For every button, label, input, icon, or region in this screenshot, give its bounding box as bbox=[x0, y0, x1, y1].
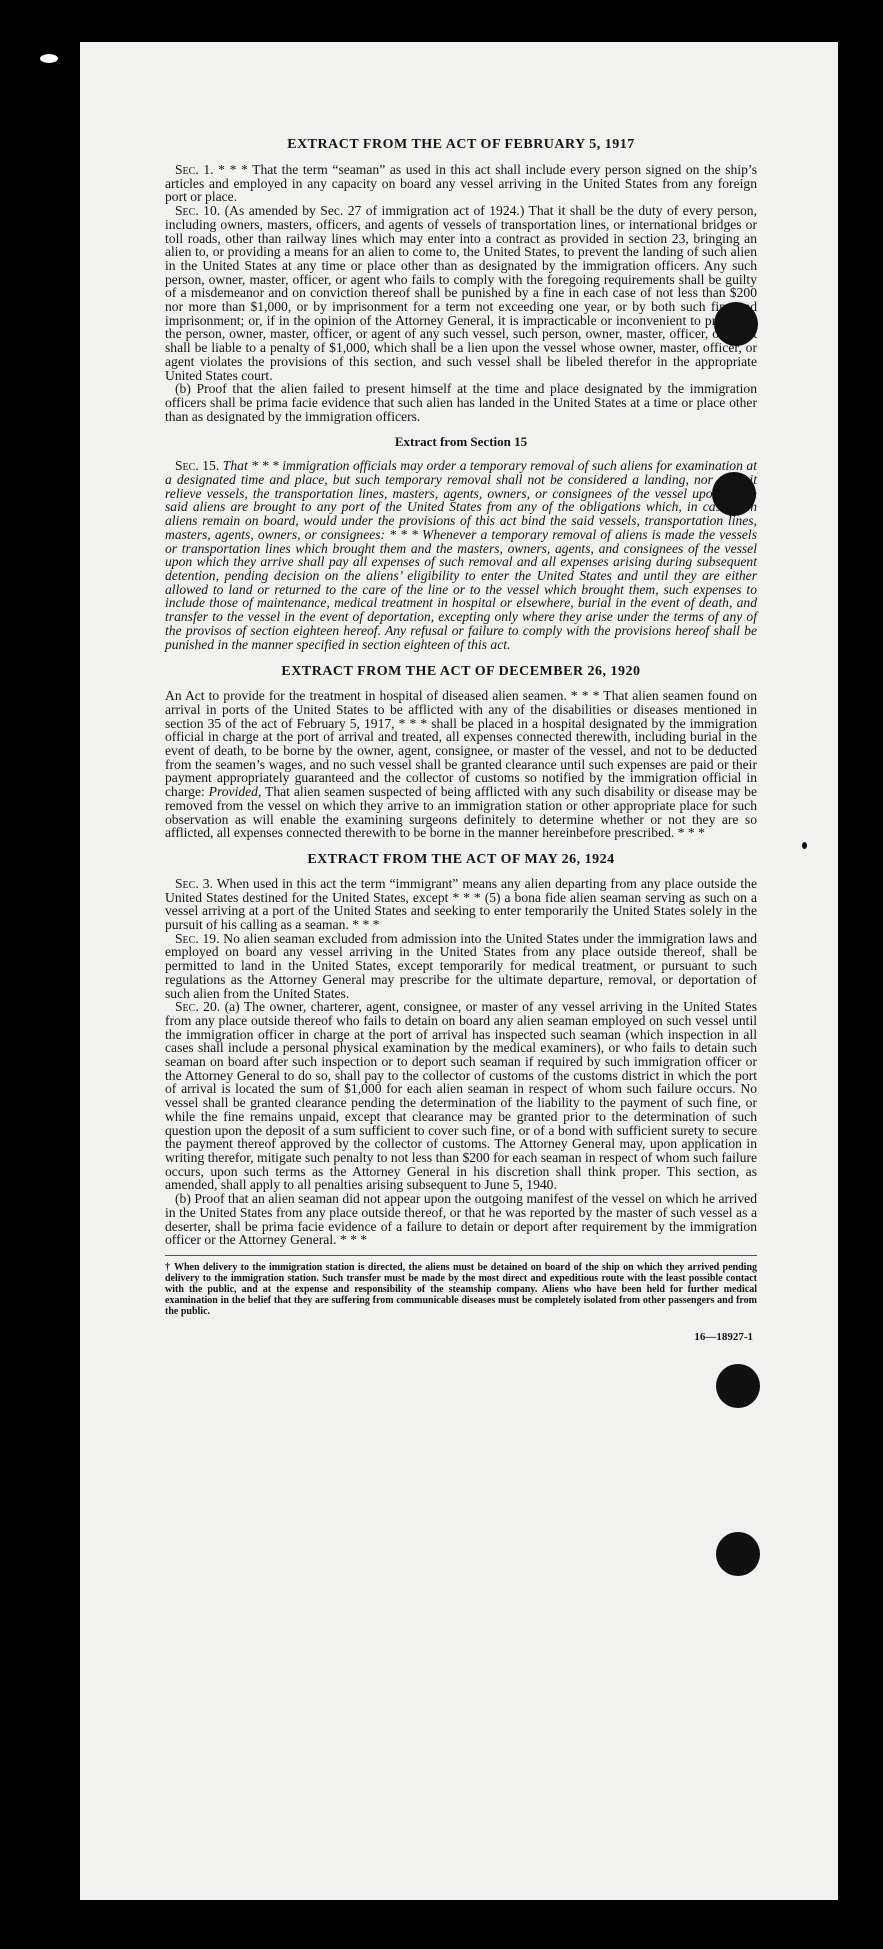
heading-act-1924: EXTRACT FROM THE ACT OF MAY 26, 1924 bbox=[307, 851, 615, 867]
paragraph-sec-19 bbox=[165, 932, 757, 1001]
footnote: † When delivery to the immigration station is directed, the aliens must be detained on board of the ship on which they arrived pending delivery to the immigration station. Such transfer must be made by the most direct and expeditious route with the least possible contact with the public, and at the expense and responsibility of the steamship company. Aliens who have been held for further medical examination in the belief that they are suffering from communicable diseases must be completely isolated from other passengers and from the public. bbox=[165, 1261, 757, 1317]
section-text: That alien seamen suspected of being afflicted with any such disability or disease may be removed from the vessel on which they arrive to an immigration station or other appropriate place for such observation as will enable the examining surgeons definitely to determine whether or not they are so afflicted, all expenses connected therewith to be borne in the manner hereinbefore prescribed. * * * bbox=[165, 784, 757, 841]
section-label: Sec. 20. bbox=[175, 999, 221, 1015]
section-text: When used in this act the term “immigrant” means any alien departing from any place outside the United States destined for the United States, except * * * (5) a bona fide alien seaman serving as such on a vessel arriving at a port of the United States and seeking to enter temporarily the United States solely in the pursuit of his calling as a seaman. * * * bbox=[165, 875, 758, 933]
paragraph-act-1920 bbox=[165, 689, 757, 840]
section-text: * * * That the term “seaman” as used in this act shall include every person signed on the ship’s articles and employed in any capacity on board any vessel arriving in the United States from any foreign port or place. bbox=[165, 162, 757, 205]
document-page bbox=[80, 42, 838, 1900]
provided-word: Provided, bbox=[208, 784, 262, 800]
heading-act-1917: EXTRACT FROM THE ACT OF FEBRUARY 5, 1917 bbox=[287, 137, 635, 152]
section-text: (As amended by Sec. 27 of immigration act of 1924.) That it shall be the duty of every person, including owners, masters, officers, and agents of vessels of transportation lines, or international bridges or toll roads, other than railway lines which may enter into a contract as provided in section 23, bringing an alien to, or providing a means for an alien to come to, the United States, to prevent the landing of such alien in the United States at any time or place other than as designated by the immigration officers. Any such person, owner, master, officer, or agent who fails to comply with the foregoing requirements shall be guilty of a misdemeanor and on conviction thereof shall be punished by a fine in each case of not less than $200 nor more than $1,000, or by imprisonment for a term not exceeding one year, or by both such fine and imprisonment; or, if in the opinion of the Attorney General, it is impracticable or inconvenient to prosecute the person, owner, master, officer, or agent of any such vessel, such person, owner, master, officer, or agent shall be liable to a penalty of $1,000, which shall be a lien upon the vessel whose owner, master, officer, or agent violates the provisions of this section, and such vessel shall be libeled therefor in the appropriate United States court. bbox=[165, 203, 757, 383]
section-label: Sec. 3. bbox=[175, 875, 213, 891]
form-code: 16—18927-1 bbox=[694, 1330, 753, 1343]
section-label: Sec. 15. bbox=[175, 458, 220, 474]
section-text: (a) The owner, charterer, agent, consignee, or master of any vessel arriving in the United States from any place outside thereof who fails to detain on board any alien seaman employed on such vessel until the immigration officer in charge at the port of arrival has inspected such seaman (which inspection in all cases shall include a personal physical examination by the medical examiners), or who fails to detain such seaman on board after such inspection or to deport such seaman if required by such immigration officer or the Attorney General to do so, shall pay to the collector of customs of the customs district in which the port of arrival is located the sum of $1,000 for each alien seaman in respect of whom such failure occurs. No vessel shall be granted clearance pending the determination of the liability to the payment of such fine, or while the fine remains unpaid, except that clearance may be granted prior to the determination of such question upon the deposit of a sum sufficient to cover such fine, or of a bond with sufficient surety to secure the payment thereof approved by the collector of customs. The Attorney General may, upon application in writing therefor, mitigate such penalty to not less than $200 for each seaman in respect of whom such failure occurs, upon such terms as the Attorney General in his discretion shall think proper. This section, as amended, shall apply to all penalties arising subsequent to June 5, 1940. bbox=[165, 999, 757, 1193]
section-label: Sec. 19. bbox=[175, 930, 220, 946]
paragraph-sec-20b: (b) Proof that an alien seaman did not appear upon the outgoing manifest of the vessel on which he arrived in the United States from any place outside thereof, or that he was reported by the master of such vessel as a deserter, shall be prima facie evidence of a failure to detain or deport after requirement by the immigration officer or the Attorney General. * * * bbox=[165, 1191, 757, 1248]
footnote-divider bbox=[165, 1247, 757, 1256]
document-body bbox=[165, 136, 757, 1343]
section-label: Sec. 10. bbox=[175, 203, 221, 219]
paragraph-sec-10 bbox=[165, 204, 757, 382]
section-text: An Act to provide for the treatment in hospital of diseased alien seamen. * * * That alien seamen found on arrival in ports of the United States to be afflicted with any of the disabilities or diseases mentioned in section 35 of the act of February 5, 1917, * * * shall be placed in a hospital designated by the immigration official in charge at the port of arrival and treated, all expenses connected therewith, including burial in the event of death, to be borne by the owner, agent, consignee, or master of the vessel, and not to be deducted from the seamen’s wages, and no such vessel shall be granted clearance until such expenses are paid or their payment appropriately guaranteed and the collector of customs so notified by the immigration official in charge: bbox=[165, 688, 757, 800]
scan-speck bbox=[40, 54, 58, 63]
ink-speck bbox=[802, 842, 807, 849]
section-text: No alien seaman excluded from admission into the United States under the immigration laws and employed on board any vessel arriving in the United States from any place outside thereof, shall be permitted to land in the United States, except temporarily for medical treatment, or pursuant to such regulations as the Attorney General may prescribe for the ultimate departure, removal, or deportation of such alien from the United States. bbox=[165, 930, 757, 1001]
paragraph-sec-3 bbox=[165, 877, 757, 932]
section-label: Sec. 1. bbox=[175, 162, 214, 177]
heading-sec-15: Extract from Section 15 bbox=[394, 434, 528, 450]
heading-act-1920: EXTRACT FROM THE ACT OF DECEMBER 26, 1920 bbox=[281, 664, 641, 680]
paragraph-sec-20 bbox=[165, 1000, 757, 1192]
paragraph-sec-15 bbox=[165, 459, 757, 651]
paragraph-sec-10b: (b) Proof that the alien failed to present himself at the time and place designated by the immigration officers shall be prima facie evidence that such alien has landed in the United States at a time or place other than as designated by the immigration officers. bbox=[165, 381, 757, 424]
punch-hole bbox=[716, 1364, 760, 1408]
punch-hole bbox=[716, 1532, 760, 1576]
paragraph-sec-1 bbox=[165, 163, 757, 204]
section-text: That * * * immigration officials may order a temporary removal of such aliens for examination at a designated time and place, but such temporary removal shall not be considered a landing, nor shall it relieve vessels, the transportation lines, masters, agents, owners, or consignees of the vessel upon which said aliens are brought to any port of the United States from any of the obligations which, in case such aliens remain on board, would under the provisions of this act bind the said vessels, transportation lines, masters, agents, owners, or consignees: * * * Whenever a temporary removal of aliens is made the vessels or transportation lines which brought them and the masters, owners, agents, and consignees of the vessel upon which they arrive shall pay all expenses of such removal and all expenses arising during subsequent detention, pending decision on the aliens’ eligibility to enter the United States and until they are either allowed to land or returned to the care of the line or to the vessel which brought them, such expenses to include those of maintenance, medical treatment in hospital or elsewhere, burial in the event of death, and transfer to the vessel in the event of deportation, excepting only where they arise under the terms of any of the provisos of section eighteen hereof. Any refusal or failure to comply with the provisions hereof shall be punished in the manner specified in section eighteen of this act. bbox=[165, 458, 757, 652]
